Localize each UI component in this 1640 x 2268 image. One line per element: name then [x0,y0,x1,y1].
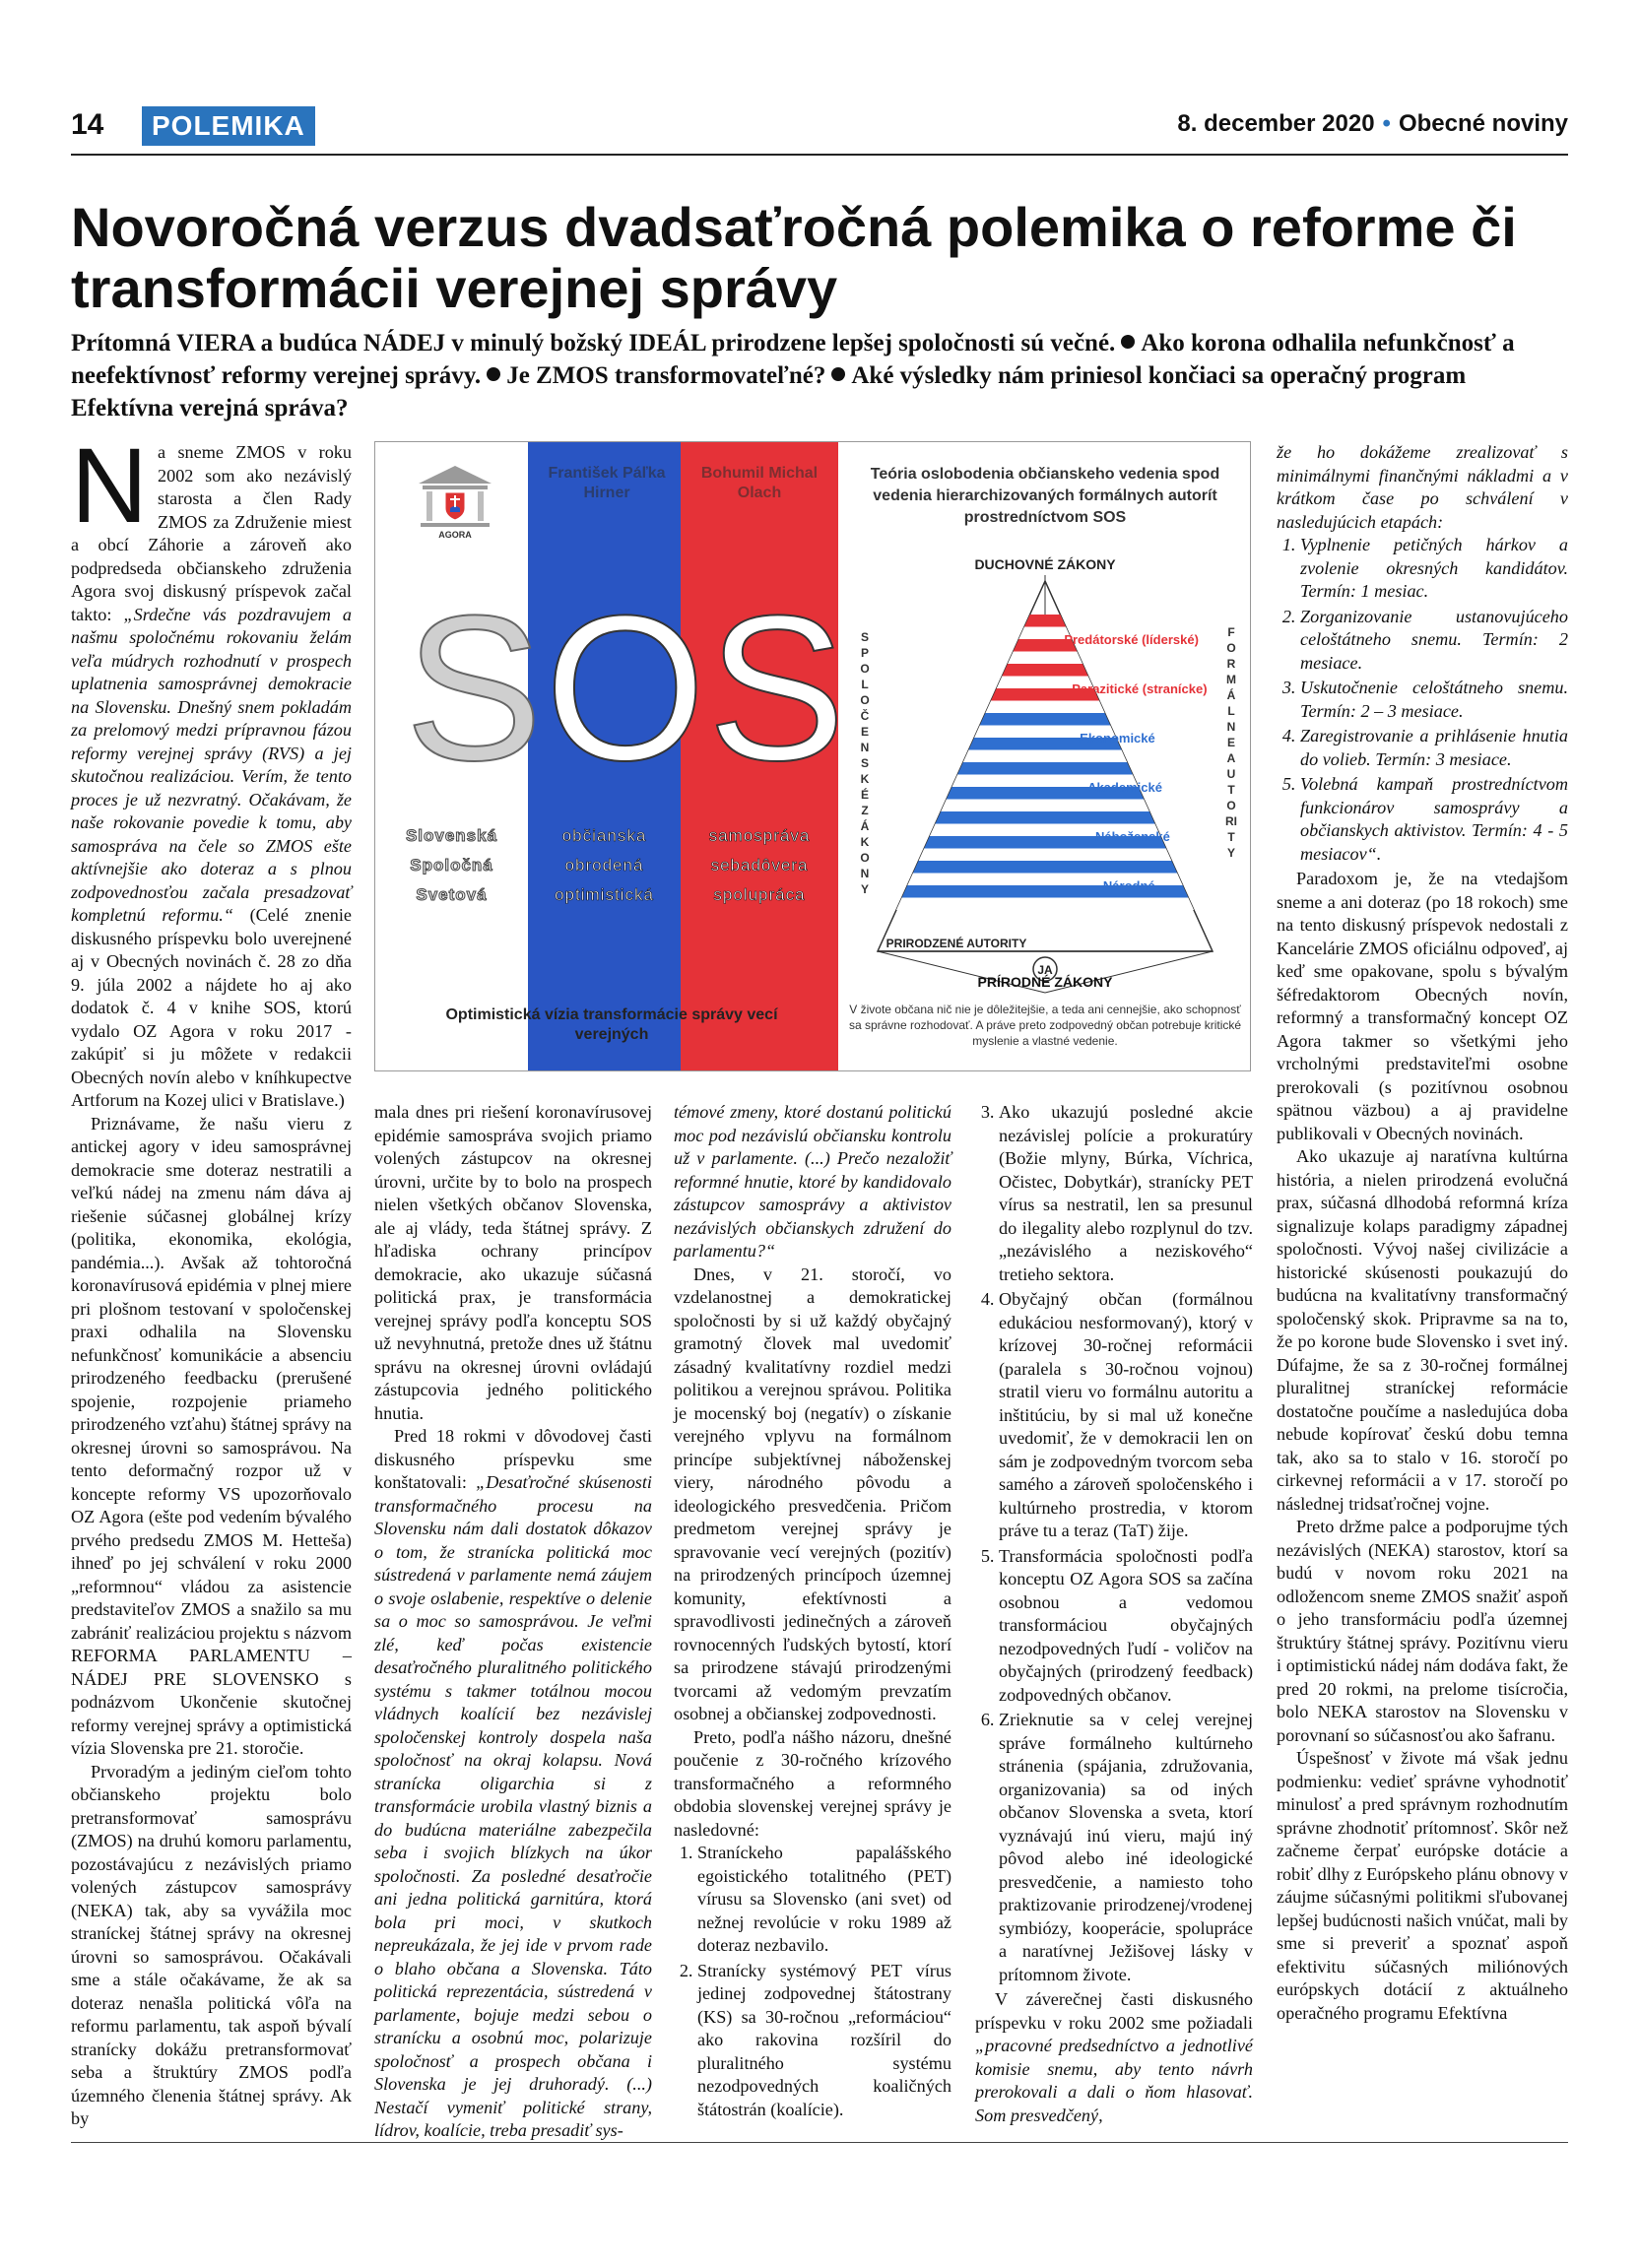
section-tag: POLEMIKA [142,106,315,146]
separator-dot-icon: • [1382,110,1391,137]
page-header [71,106,1568,150]
pyramid-band [941,800,1149,812]
pyramid-band [980,713,1110,726]
pyramid-level-label: Ekonomické [1080,731,1155,745]
issue-info [1177,110,1568,138]
word-stack-white [375,821,528,910]
list-item: 1. Straníckeho papalášského egoistického totalitného (PET) vírusu sa Slovensko (ani svet) od nežnej revolúcie v roku 1989 až doteraz nezbavilo. [697,1842,951,1958]
bullet-icon [831,367,845,381]
paragraph: Paradoxom je, že na vtedajšom sneme a ani doteraz (po 18 rokoch) sme na tento diskusný príspevok nedostali z Kancelárie ZMOS oficiálnu odpoveď, aj keď sme opakovane, spolu s bývalým šéfredaktorom Obecných novín, reformný a transformačný koncept OZ Agora takmer so všetkými jeho vrcholnými predstaviteľmi osobne prerokovali (s pozitívnou osobnou spätnou väzbou) a aj pravidelne publikovali v Obecných novinách. [1277,869,1568,1143]
page-number: 14 [71,108,104,141]
pyramid-band [963,750,1127,763]
quote: „Desaťročné skúsenosti transformačného procesu na Slovensku nám dali dostatok dôkazov o tom, že stranícka politická moc sústredená v parlamente nemá záujem o svoje oslabenie, respektíve o delenie sa o moc so samosprávou. Je veľmi zlé, keď počas existencie desaťročného pluralitného politického systému s takmer totálnou mocou vládnych koalícií bez nezávislej spoločenskej kontroly dospela naša spoločnosť na okraj kolapsu. Nová stranícka oligarchia si z transformácie urobila vlastný biznis a do budúcna materiálne zabezpečila seba i svojich blízkych na úkor spoločnosti. Za posledné desaťročie ani jedna politická garnitúra, ktorá bola pri moci, v skutkoch nepreukázala, že jej ide v prvom rade o blaho občana a Slovenska. Táto politická reprezentácia, sústredená v parlamente, bojuje medzi sebou o stranícku a osobnú moc, polarizuje spoločnosť a prospech občana i Slovenska je jej druhoradý. (...) Nestačí vymeniť politické strany, lídrov, koalície, treba presadiť sys- [374,1472,652,2140]
list-item: 6. Zrieknutie sa v celej verejnej správe formálneho kultúrneho stránenia (spájania, združovania, organizovania) sa od iných občanov Slovenska a sveta, ktorí vyznávajú inú vieru, majú iný pôvod alebo iné ideologické presvedčenie, a namiesto toho praktizovanie prirodzenej/vrodenej symbiózy, kooperácie, spolupráce a naratívnej Ježišovej lásky v prítomnom živote. [999,1709,1253,1986]
lead-sentence: Je ZMOS transformovateľné? [506,362,826,389]
column-4 [975,1101,1253,2135]
pyramid-band [936,811,1155,824]
right-vertical-label: FORMÁLNE AUTORITY [1225,625,1237,860]
paragraph: (Celé znenie diskusného príspevku bolo uverejnené aj v Obecných novinách č. 28 zo dňa 9. júla 2002 a nájdete ho aj ako dodatok č. 4 v knihe SOS, ktorú vydalo OZ Agora v roku 2017 - zakúpiť si ju môžete v redakcii Obecných novín alebo v kníhkupectve Artforum na Kozej ulici v Bratislave.) [71,905,353,1110]
bottom-label: PRÍRODNÉ ZÁKONY [977,974,1113,990]
paragraph: V záverečnej časti diskusného príspevku v roku 2002 sme požiadali [975,1989,1253,2033]
lessons-list-continued [975,1101,1253,1986]
pyramid-level-label: Náboženské [1094,829,1170,844]
left-vertical-label: SPOLOČENSKÉ ZÁKONY [860,630,870,896]
publication-name: Obecné noviny [1398,110,1568,137]
pyramid-levels [896,615,1208,910]
pyramid-band [1008,652,1082,665]
article-lead [71,327,1568,424]
list-item: 3. Ako ukazujú posledné akcie nezávislej polície a prokuratúry (Božie mlyny, Búrka, Víchrica, Očistec, Dobytkár), stranícky PET vírus sa nestratil, len sa presunul do ilegality alebo rozplynul do tzv. „nezávislého a neziskového“ tretieho sektora. [999,1101,1253,1286]
dropcap: N [71,425,148,545]
paragraph: Úspešnosť v živote má však jednu podmienku: vedieť správne vyhodnotiť minulosť a pred správnym rozhodnutím správne zhodnotiť prítomnosť. Skôr než začneme čerpať európske dotácie a robiť dlhy z Európskeho plánu obnovy v záujme súčasnými politikmi sľubovanej lepšej budúcnosti našich vnúčat, mali by sme si preveriť a spoznať aspoň efektivitu súčasných miliónových európskych dotácií z aktuálneho operačného programu Efektívna [1277,1748,1568,2023]
pyramid-band [1024,615,1066,627]
bullet-icon [487,367,500,381]
lessons-list [674,1842,951,2121]
figure-author-name: František Páľka Hirner [548,465,666,501]
pyramid-level-label: Predátorské (líderské) [1064,632,1199,647]
paragraph: Pred 18 rokmi v dôvodovej časti diskusného príspevku sme konštatovali: [374,1426,652,1492]
quote: že ho dokážeme zrealizovať s minimálnymi finančnými nákladmi a v krátkom čase po schválení v nasledujúcich etapách: [1277,442,1568,532]
footer-divider [71,2142,1568,2143]
figure-author-name: Bohumil Michal Olach [700,465,819,501]
pyramid-band [913,861,1177,874]
header-divider [71,154,1568,156]
paragraph: mala dnes pri riešení koronavírusovej epidémie samospráva svojich priamo volených zástupcov na okresnej úrovni, určite by to bolo na prospech nielen všetkých občanov Slovenska, ale aj vlády, teda štátnej správy. Z hľadiska ochrany princípov demokracie, ako ukazuje súčasná politická prax, je transformácia verejnej správy podľa konceptu SOS už nevyhnutná, pretože dnes už štátnu správu na okresnej úrovni ovládajú zástupcovia jedného politického hnutia. [374,1102,652,1423]
lead-sentence: Prítomná VIERA a budúca NÁDEJ v minulý božský IDEÁL prirodzene lepšej spoločnosti sú večné. [71,330,1116,356]
paragraph: Dnes, v 21. storočí, vo vzdelanostnej a demokratickej spoločnosti by si už každý obyčajný gramotný človek mal uvedomiť zásadný kvalitatívny rozdiel medzi politikou a verejnou správou. Politika je mocenský boj (negatív) o získanie verejného vplyvu na formálnom princípe subjektívnej náboženskej viery, národného pôvodu a ideologického presvedčenia. Pričom predmetom verejnej správy je spravovanie vecí verejných (pozitív) na prirodzených princípoch územnej komunity, efektívnosti a spravodlivosti jedinečných a zároveň rovnocenných ľudských bytostí, ktorí sa prirodzene stávajú prirodzenými tvorcami až vedomým prevzatím osobnej a občianskej zodpovednosti. [674,1264,951,1723]
paragraph: a sneme ZMOS v roku 2002 som ako nezávislý starosta a člen Rady ZMOS za Združenie miest a obcí Záhorie a zároveň ako podpredseda občianskeho združenia Agora svoj diskusný príspevok začal takto: [71,442,352,624]
paragraph: Preto, podľa nášho názoru, dnešné poučenie z 30-ročného krízového transformačného a reformného obdobia slovenskej verejnej správy je nasledovné: [674,1726,951,1840]
word-stack-blue [528,821,681,910]
quote: témové zmeny, ktoré dostanú politickú moc pod nezávislú občiansku kontrolu už v parlamente. (...) Prečo nezaložiť reformné hnutie, ktoré by kandidovalo zástupcov samosprávy a aktivistov nezávislých občianskych združení do parlamentu?“ [674,1102,951,1261]
sos-word: sebadôvera [710,856,809,875]
sos-word: spolupráca [713,885,806,904]
list-item: 4. Obyčajný občan (formálnou edukáciou nesformovaný), ktorý v krízovej 30-ročnej reformácii (paralela s 30-ročnou vojnou) stratil vieru vo formálnu autoritu a inštitúciu, by si mal už konečne uvedomiť, že v demokracii len on sám je zodpovedným tvorcom seba samého a zároveň spoločenského i kultúrneho prostredia, v ktorom práve tu a teraz (TaT) žije. [999,1288,1253,1543]
quote: „Srdečne vás pozdravujem a našmu spoločnému rokovaniu želám veľa múdrych rozhodnutí v prospech uplatnenia samosprávnej demokracie na Slovensku. Dnešný snem pokladám za prelomový medzi prípravnou fázou reformy verejnej správy (RVS) a jej skutočnou realizáciou. Verím, že tento proces je už nezvratný. Očakávam, že naše rokovanie povedie k tomu, aby samospráva na čele so ZMOS ešte aktívnejšie ako doteraz a s plnou zodpovednosťou začala presadzovať kompletnú reformu.“ [71,604,353,925]
paragraph: Prvoradým a jediným cieľom tohto občianskeho projektu bolo pretransformovať samosprávu (ZMOS) na druhú komoru parlamentu, pozostávajúcu z nezávislých priamo volených zástupcov samosprávy (NEKA) tak, aby sa vyvážila moc straníckej štátnej správy na okresnej úrovni so samosprávou. Očakávali sme a stále očakávame, že ak sa doteraz nenašla politická vôľa na reformu parlamentu, tak aspoň bývalí stranícky dokážu pretransformovať seba a štruktúry ZMOS podľa územného členenia štátnej správy. Ak by [71,1761,352,2128]
pyramid-band [1002,664,1087,677]
issue-date: 8. december 2020 [1177,110,1375,137]
theory-note: V živote občana nič nie je dôležitejšie, a teda ani cennejšie, ako schopnosť sa správne rozhodovať. A práve preto zodpovedný občan potrebuje kritické myslenie a vlastné vedenie. [848,1003,1242,1048]
paragraph: Priznávame, že našu vieru z antickej agory v ideu samosprávnej demokracie sme doteraz nestratili a veľkú nádej na zmenu nám dáva aj riešenie súčasnej globálnej krízy (politika, ekonomika, ekológia, pandémia...). Avšak až tohtoročná koronavírusová epidémia v plnej miere pri plošnom testovaní v spoločenskej praxi odhalila na Slovensku nefunkčnosť komunikácie a absenciu prirodzeného feedbacku (prerušené spojenie, rozpojenie priameho prirodzeného vzťahu) štátnej správy na okresnej úrovni so samosprávou. Na tento deformačný rozpor už v koncepte reformy VS upozorňovalo OZ Agora (ešte pod vedením bývalého prvého predsedu ZMOS M. Hetteša) ihneď po jej schválení v roku 2000 „reformnou“ vládou za asistencie predstaviteľov ZMOS a snažilo sa mu zabrániť realizáciou projektu s názvom REFORMA PARLAMENTU – NÁDEJ PRE SLOVENSKO s podnázvom Ukončenie skutočnej reformy verejnej správy a optimistická vízia Slovenska pre 21. storočie. [71,1113,352,1758]
logo-text: AGORA [438,530,472,540]
list-item: 2. Zorganizovanie ustanovujúceho celoštátneho snemu. Termín: 2 mesiace. [1300,606,1568,676]
pyramid-band [957,762,1133,775]
sos-word: občianska [561,826,647,845]
pyramid-level-label: Akademické [1087,780,1162,795]
sos-letter: S [405,572,546,804]
pyramid-band [919,849,1172,862]
list-item: 3. Uskutočnenie celoštátneho snemu. Termín: 2 – 3 mesiace. [1300,677,1568,723]
sos-word: Svetová [416,885,488,904]
list-item: 2. Stranícky systémový PET vírus jedinej zodpovednej štátostrany (KS) sa 30-ročnou „reformáciou“ ako rakovina rozšíril do pluralitného systému nezodpovedných koaličných štátostrán (koalície). [697,1960,951,2122]
sos-logotype [405,572,848,804]
pyramid-band [896,898,1194,911]
bullet-icon [1121,335,1135,349]
article-figure [374,441,1251,1071]
lead-sentence: Ako korona odhalila nefunkčnosť a neefektívnosť reformy verejnej správy. [71,330,1515,389]
column-2 [374,1101,652,2140]
sos-letter: S [707,572,848,804]
paragraph: Ako ukazuje aj naratívna kultúrna história, a nielen prirodzená evolučná prax, súčasná dlhodobá reformná kríza signalizuje kolaps paradigmy západnej spoločnosti. Vývoj našej civilizácie a historické skúsenosti poukazujú do budúcna na kvalitatívny transformačný spoločenský skok. Pripravme sa na to, že po korone bude Slovensko i svet iný. Dúfajme, že sa z 30-ročnej formálnej pluralitnej straníckej reformácie dostatočne poučíme a nasledujúca doba nebude kopírovať českú dobu temna tak, ako sa to stalo v 16. storočí po cirkevnej reformácii a v 17. storočí po následnej tridsaťročnej vojne. [1277,1146,1568,1514]
column-1 [71,425,353,2135]
sos-word: Slovenská [405,826,498,845]
sos-word: optimistická [555,885,654,904]
pyramid-diagram [848,546,1242,999]
theory-title: Teória oslobodenia občianskeho vedenia spod vedenia hierarchizovaných formálnych autorít prostredníctvom SOS [870,466,1220,526]
figure-caption: Optimistická vízia transformácie správy vecí verejných [445,1006,778,1043]
sos-word: obrodená [564,856,644,875]
column-5 [1277,441,1568,2135]
article-title: Novoročná verzus dvadsaťročná polemika o reforme či transformácii verejnej správy [71,196,1517,319]
paragraph: Preto držme palce a podporujme tých nezávislých (NEKA) starostov, ktorí sa budú v novom roku 2021 na odložencom sneme ZMOS snažiť aspoň o jeho transformáciu podľa územnej štruktúry štátnej správy. Pozitívnu vieru i optimistickú nádej nám dodáva fakt, že pred 20 rokmi, na prelome tisícročia, bolo NEKA starostov na Slovensku v porovnaní so súčasnosťou ako šafranu. [1277,1517,1568,1745]
word-stack-red [681,821,838,910]
lead-sentence: Aké výsledky nám priniesol končiaci sa operačný program Efektívna verejná správa? [71,362,1467,421]
pyramid-band [985,701,1104,714]
list-item: 5. Volebná kampaň prostredníctvom funkcionárov samosprávy a občianskych aktivistov. Termín: 4 - 5 mesiacov“. [1300,773,1568,866]
list-item: 1. Vyplnenie petičných hárkov a zvolenie okresných kandidátov. Termín: 1 mesiac. [1300,534,1568,604]
quote: „pracovné predsedníctvo a jednotlivé komisie snemu, aby tento návrh prerokovali a dali o ňom hlasovať. Som presvedčený, [975,2036,1253,2125]
list-item: 5. Transformácia spoločnosti podľa konceptu OZ Agora SOS sa začína osobnou a vedomou transformáciou obyčajných nezodpovedných ľudí - voličov na obyčajných (prirodzený feedback) zodpovedných občanov. [999,1545,1253,1708]
base-label: PRIRODZENÉ AUTORITY [886,937,1027,950]
top-label: DUCHOVNÉ ZÁKONY [974,556,1116,572]
agora-logo-icon [413,462,497,541]
pyramid-level-label: Parazitické (stranícke) [1072,681,1208,696]
pyramid-level-label: Národné [1102,878,1155,893]
sos-letter: O [545,572,708,804]
column-3 [674,1101,951,2135]
base-center-label: JA [1037,963,1053,977]
sos-word: Spoločná [410,856,493,875]
sos-word: samospráva [708,826,811,845]
stages-list [1277,534,1568,866]
list-item: 4. Zaregistrovanie a prihlásenie hnutia do volieb. Termín: 3 mesiace. [1300,725,1568,771]
